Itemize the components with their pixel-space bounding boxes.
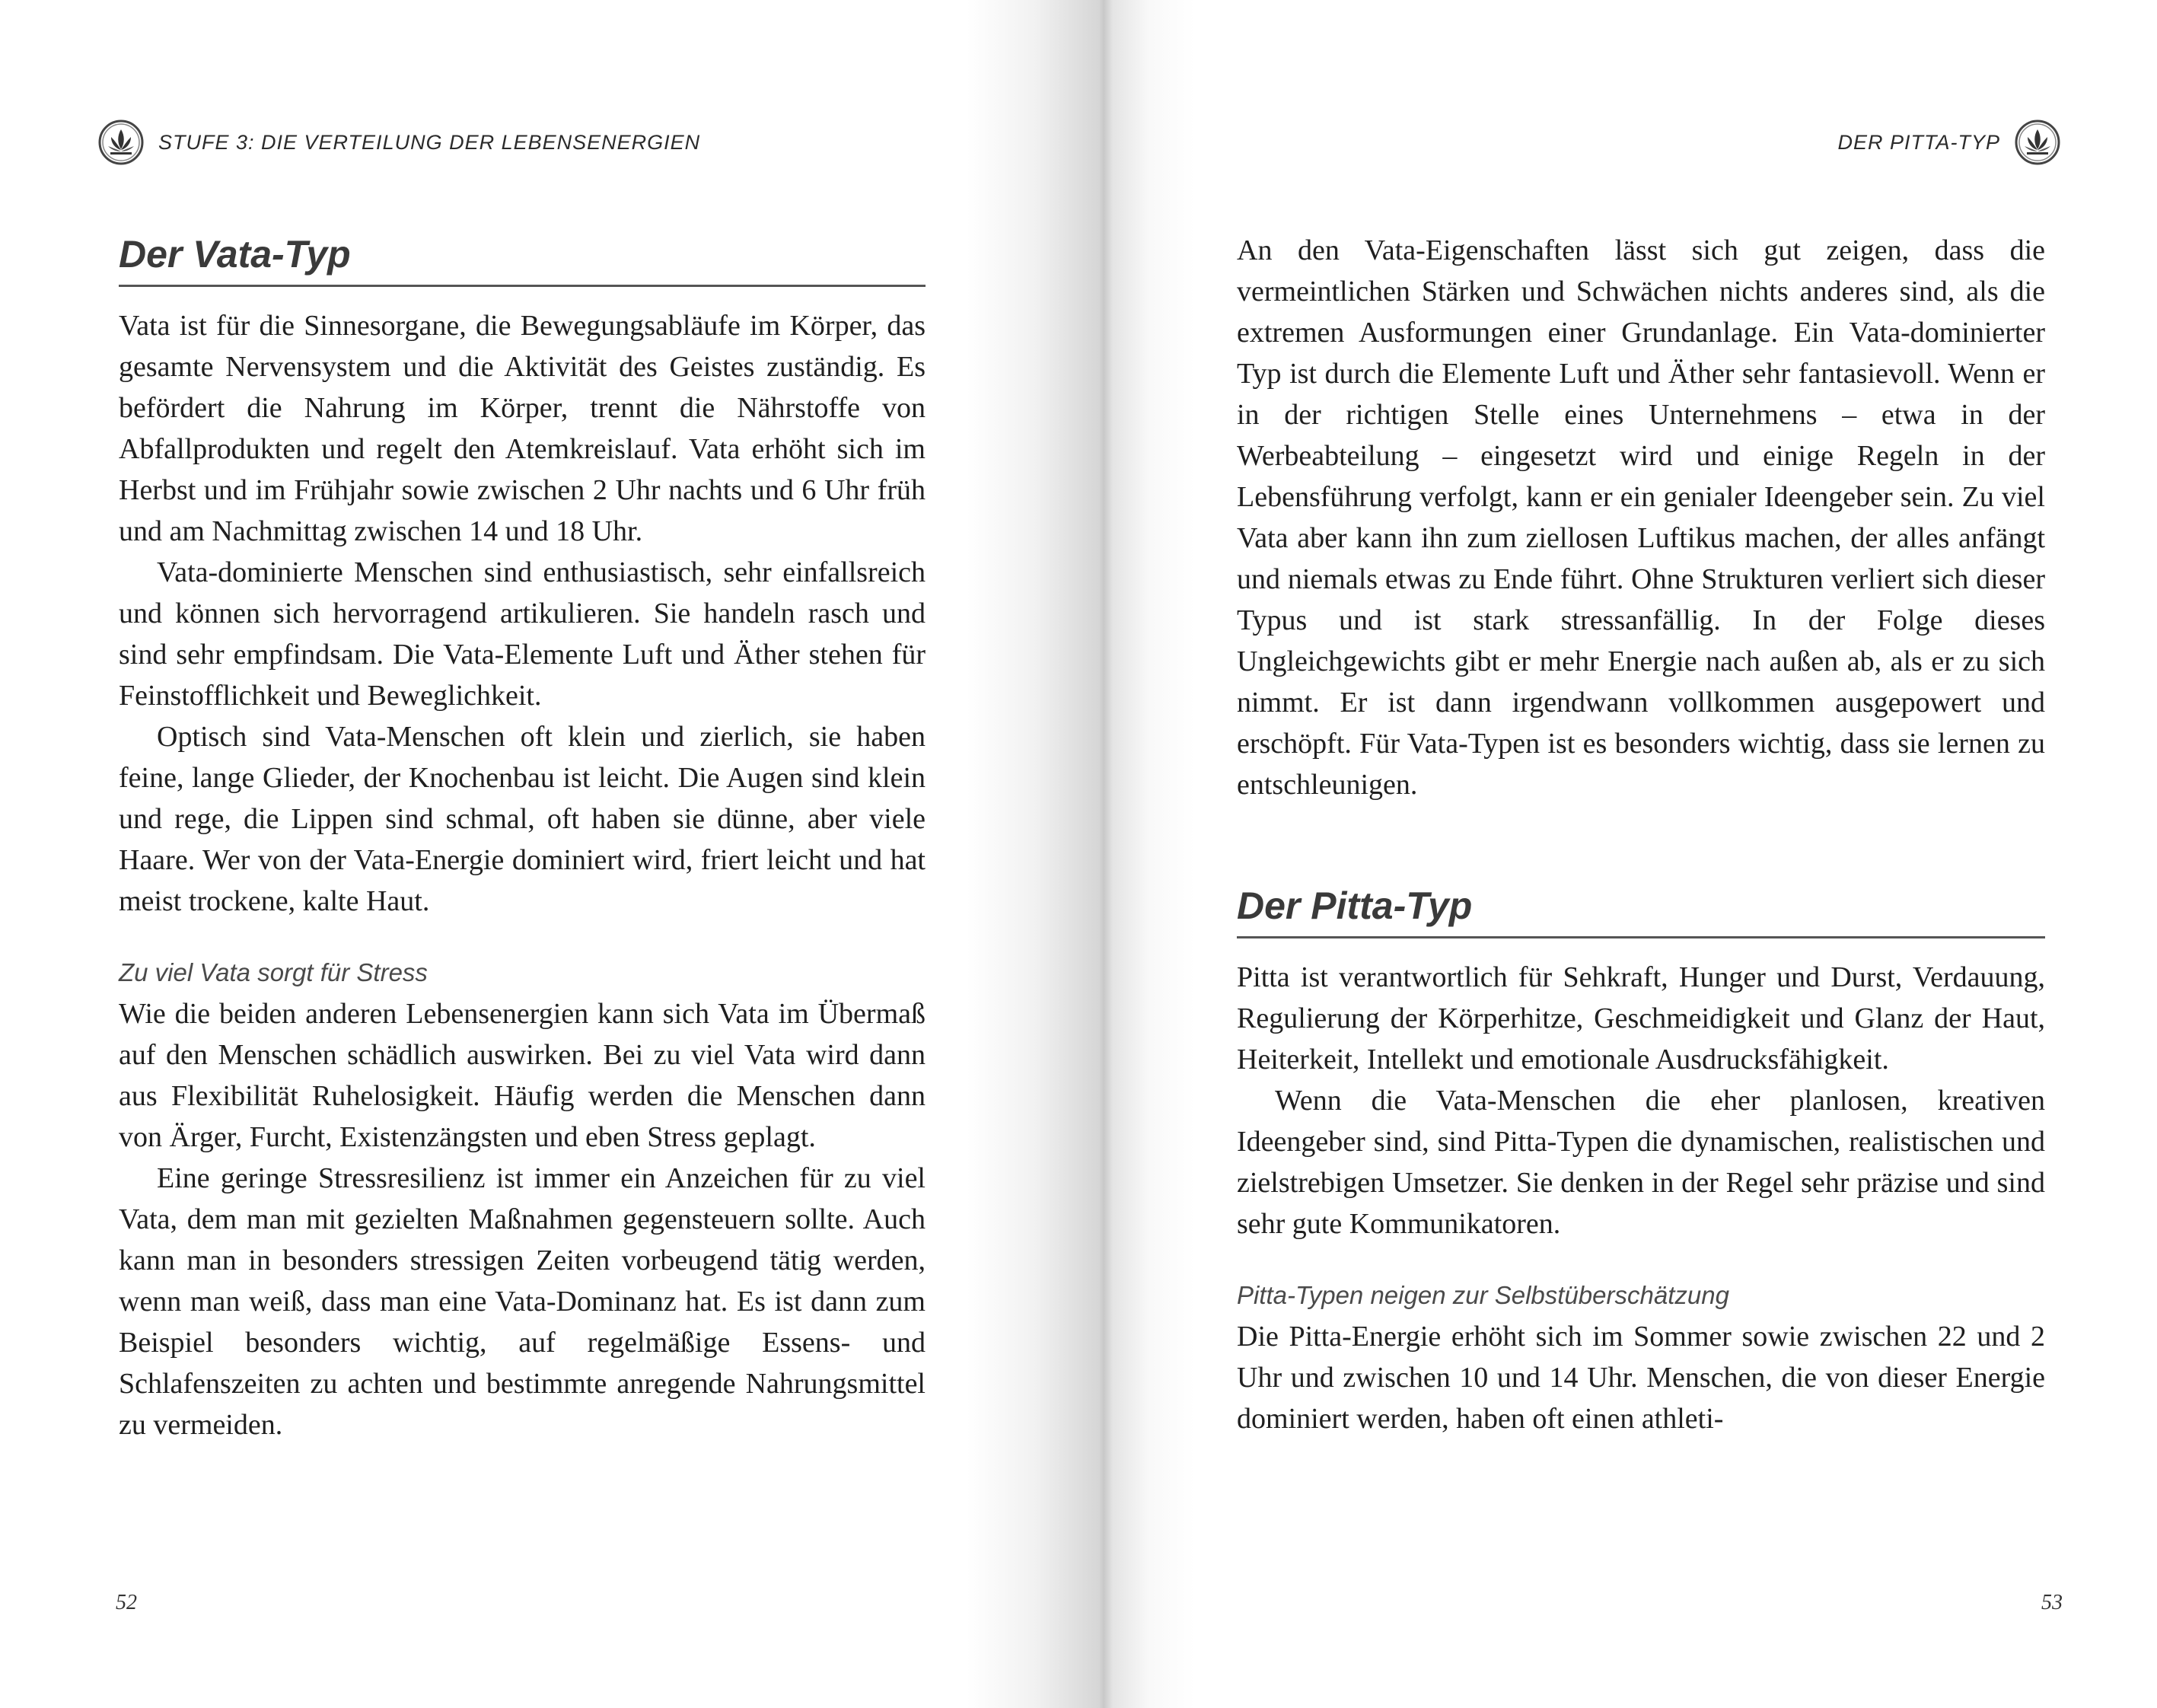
subheading-pitta-selbstueberschaetzung: Pitta-Typen neigen zur Selbstüberschätzung	[1237, 1281, 1729, 1309]
page-number: 52	[116, 1591, 137, 1614]
lotus-emblem-icon	[2014, 119, 2061, 166]
right-page	[1195, 0, 2157, 1708]
running-head-text: STUFE 3: DIE VERTEILUNG DER LEBENSENERGIEN	[158, 130, 701, 154]
body-paragraph: Die Pitta-Energie erhöht sich im Sommer sowie zwischen 22 und 2 Uhr und zwischen 10 und 14 Uhr. Menschen, die von dieser Energie dominiert werden, haben oft einen athleti-	[1237, 1321, 2045, 1435]
body-paragraph: Vata-dominierte Menschen sind enthusiastisch, sehr einfallsreich und können sich hervorragend artikulieren. Sie handeln rasch und sind sehr empfindsam. Die Vata-Elemente Luft und Äther stehen für Feinstofflichkeit und Beweglichkeit.	[119, 556, 926, 712]
section-title-vata: Der Vata-Typ	[119, 230, 926, 287]
right-text-column	[1237, 230, 2045, 1439]
body-paragraph: Vata ist für die Sinnesorgane, die Bewegungsabläufe im Körper, das gesamte Nervensystem und die Aktivität des Geistes zuständig. Es befördert die Nahrung im Körper, trennt die Nährstoffe von Abfallprodukten und regelt den Atemkreislauf. Vata erhöht sich im Herbst und im Frühjahr sowie zwischen 2 Uhr nachts und 6 Uhr früh und am Nachmittag zwischen 14 und 18 Uhr.	[119, 310, 926, 547]
body-paragraph: Optisch sind Vata-Menschen oft klein und zierlich, sie haben feine, lange Glieder, der Knochenbau ist leicht. Die Augen sind klein und rege, die Lippen sind schmal, oft haben sie dünne, aber viele Haare. Wer von der Vata-Energie dominiert wird, friert leicht und hat meist trockene, kalte Haut.	[119, 721, 926, 917]
body-paragraph: An den Vata-Eigenschaften lässt sich gut zeigen, dass die vermeintlichen Stärken und Schwächen nichts anderes sind, als die extremen Ausformungen einer Grundanlage. Ein Vata-dominierter Typ ist durch die Elemente Luft und Äther sehr fantasievoll. Wenn er in der richtigen Stelle eines Unternehmens – etwa in der Werbeabteilung – eingesetzt wird und einige Regeln in der Lebensführung verfolgt, kann er ein genialer Ideengeber sein. Zu viel Vata aber kann ihn zum ziellosen Luftikus machen, der alles anfängt und niemals etwas zu Ende führt. Ohne Strukturen verliert sich dieser Typus und ist stark stressanfällig. In der Folge dieses Ungleichgewichts gibt er mehr Energie nach außen ab, als er zu sich nimmt. Er ist dann irgendwann vollkommen ausgepowert und erschöpft. Für Vata-Typen ist es besonders wichtig, dass sie lernen zu entschleunigen.	[1237, 234, 2045, 801]
lotus-emblem-icon	[97, 119, 145, 166]
book-gutter-shadow	[967, 0, 1195, 1708]
page-number: 53	[2041, 1591, 2063, 1614]
right-running-head	[1837, 117, 2061, 167]
left-text-column	[119, 230, 926, 1445]
running-head-text: DER PITTA-TYP	[1837, 130, 2000, 154]
left-running-head	[97, 117, 700, 167]
body-paragraph: Wie die beiden anderen Lebensenergien kann sich Vata im Übermaß auf den Menschen schädlich auswirken. Bei zu viel Vata wird dann aus Flexibilität Ruhelosigkeit. Häufig werden die Menschen dann von Ärger, Furcht, Existenzängsten und eben Stress geplagt.	[119, 998, 926, 1153]
subheading-vata-stress: Zu viel Vata sorgt für Stress	[119, 958, 428, 986]
section-title-pitta: Der Pitta-Typ	[1237, 881, 2045, 938]
body-paragraph: Pitta ist verantwortlich für Sehkraft, Hunger und Durst, Verdauung, Regulierung der Körperhitze, Geschmeidigkeit und Glanz der Haut, Heiterkeit, Intellekt und emotionale Ausdrucksfähigkeit.	[1237, 961, 2045, 1075]
left-page	[0, 0, 967, 1708]
body-paragraph: Eine geringe Stressresilienz ist immer ein Anzeichen für zu viel Vata, dem man mit gezielten Maßnahmen gegensteuern sollte. Auch kann man in besonders stressigen Zeiten vorbeugend tätig werden, wenn man weiß, dass man eine Vata-Dominanz hat. Es ist dann zum Beispiel besonders wichtig, auf regelmäßige Essens- und Schlafenszeiten zu achten und bestimmte anregende Nahrungsmittel zu vermeiden.	[119, 1162, 926, 1441]
body-paragraph: Wenn die Vata-Menschen die eher planlosen, kreativen Ideengeber sind, sind Pitta-Typen die dynamischen, realistischen und zielstrebigen Umsetzer. Sie denken in der Regel sehr präzise und sind sehr gute Kommunikatoren.	[1237, 1085, 2045, 1240]
